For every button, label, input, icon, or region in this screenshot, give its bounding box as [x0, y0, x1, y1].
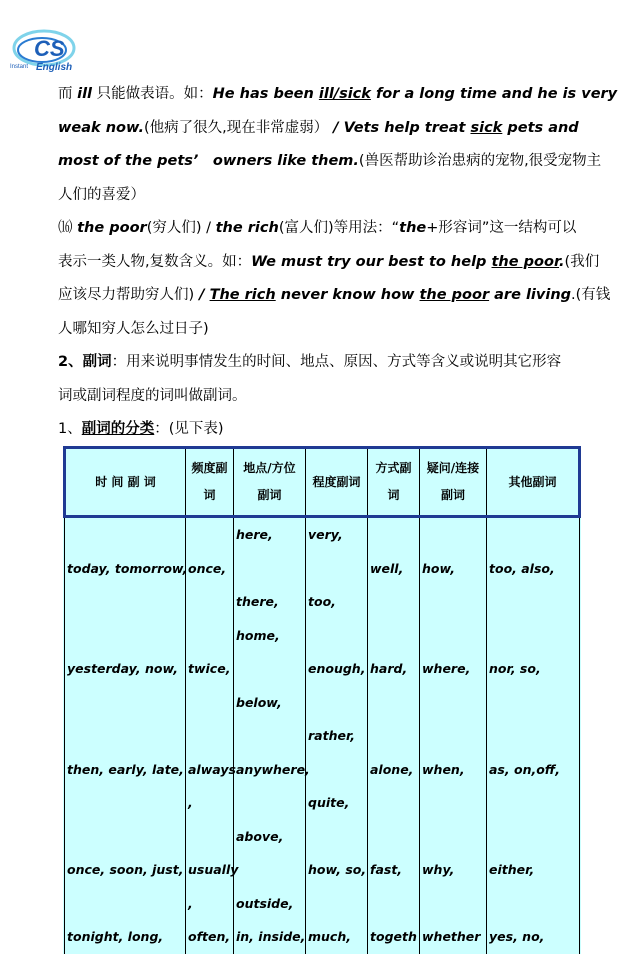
text-line-3: most of the pets’ owners like them.(兽医帮助诊治患病的宠物,很受宠物主 [58, 153, 602, 169]
text-line-5: ⒃ the poor(穷人们) / the rich(富人们)等用法：“the+形容词”这一结构可以 [58, 220, 577, 236]
instant-english-logo [8, 26, 100, 76]
header-place-adverbs: 地点/方位 副词 [234, 448, 306, 517]
column-manner-adverbs: well, hard, alone, fast, togeth [368, 517, 420, 954]
table-row [65, 517, 580, 954]
logo-small-text: Instant [10, 64, 29, 70]
text-line-4: 人们的喜爱） [58, 186, 145, 203]
column-degree-adverbs: very, too, enough, rather, quite, how, so, much, [306, 517, 368, 954]
text-line-2: weak now.(他病了很久,现在非常虚弱） / Vets help treat sick pets and [58, 119, 579, 136]
column-frequency-adverbs: once, twice, always , usually , often, [186, 517, 234, 954]
subsection-heading: 1、副词的分类：(见下表) [58, 421, 224, 437]
column-place-adverbs: here, there, home, below, anywhere, above, outside, in, inside, [234, 517, 306, 954]
text-line-10: 词或副词程度的词叫做副词。 [58, 387, 247, 404]
column-time-adverbs: today, tomorrow, yesterday, now, then, early, late, once, soon, just, tonight, long, [65, 517, 186, 954]
header-manner-adverbs: 方式副 词 [368, 448, 420, 517]
header-time-adverbs: 时 间 副 词 [65, 448, 186, 517]
text-line-7: 应该尽力帮助穷人们) / The rich never know how the poor are living.(有钱 [58, 287, 611, 303]
text-line-8: 人哪知穷人怎么过日子) [58, 320, 209, 337]
column-interrogative-adverbs: how, where, when, why, whether [420, 517, 487, 954]
header-degree-adverbs: 程度副词 [306, 448, 368, 517]
column-other-adverbs: too, also, nor, so, as, on,off, either, yes, no, [487, 517, 580, 954]
table-header [65, 448, 580, 517]
logo-main-text: CS [34, 36, 65, 61]
text-line-6: 表示一类人物,复数含义。如：We must try our best to help the poor.(我们 [58, 253, 600, 270]
section-heading-adverb: 2、副词：用来说明事情发生的时间、地点、原因、方式等含义或说明其它形容 [58, 354, 562, 370]
adverb-classification-table [63, 446, 581, 954]
header-interrogative-adverbs: 疑问/连接 副词 [420, 448, 487, 517]
document-body [58, 78, 618, 447]
text-line-1: 而 ill 只能做表语。如：He has been ill/sick for a long time and he is very [58, 86, 618, 102]
header-other-adverbs: 其他副词 [487, 448, 580, 517]
logo-tagline: English [36, 62, 73, 73]
header-frequency-adverbs: 频度副 词 [186, 448, 234, 517]
